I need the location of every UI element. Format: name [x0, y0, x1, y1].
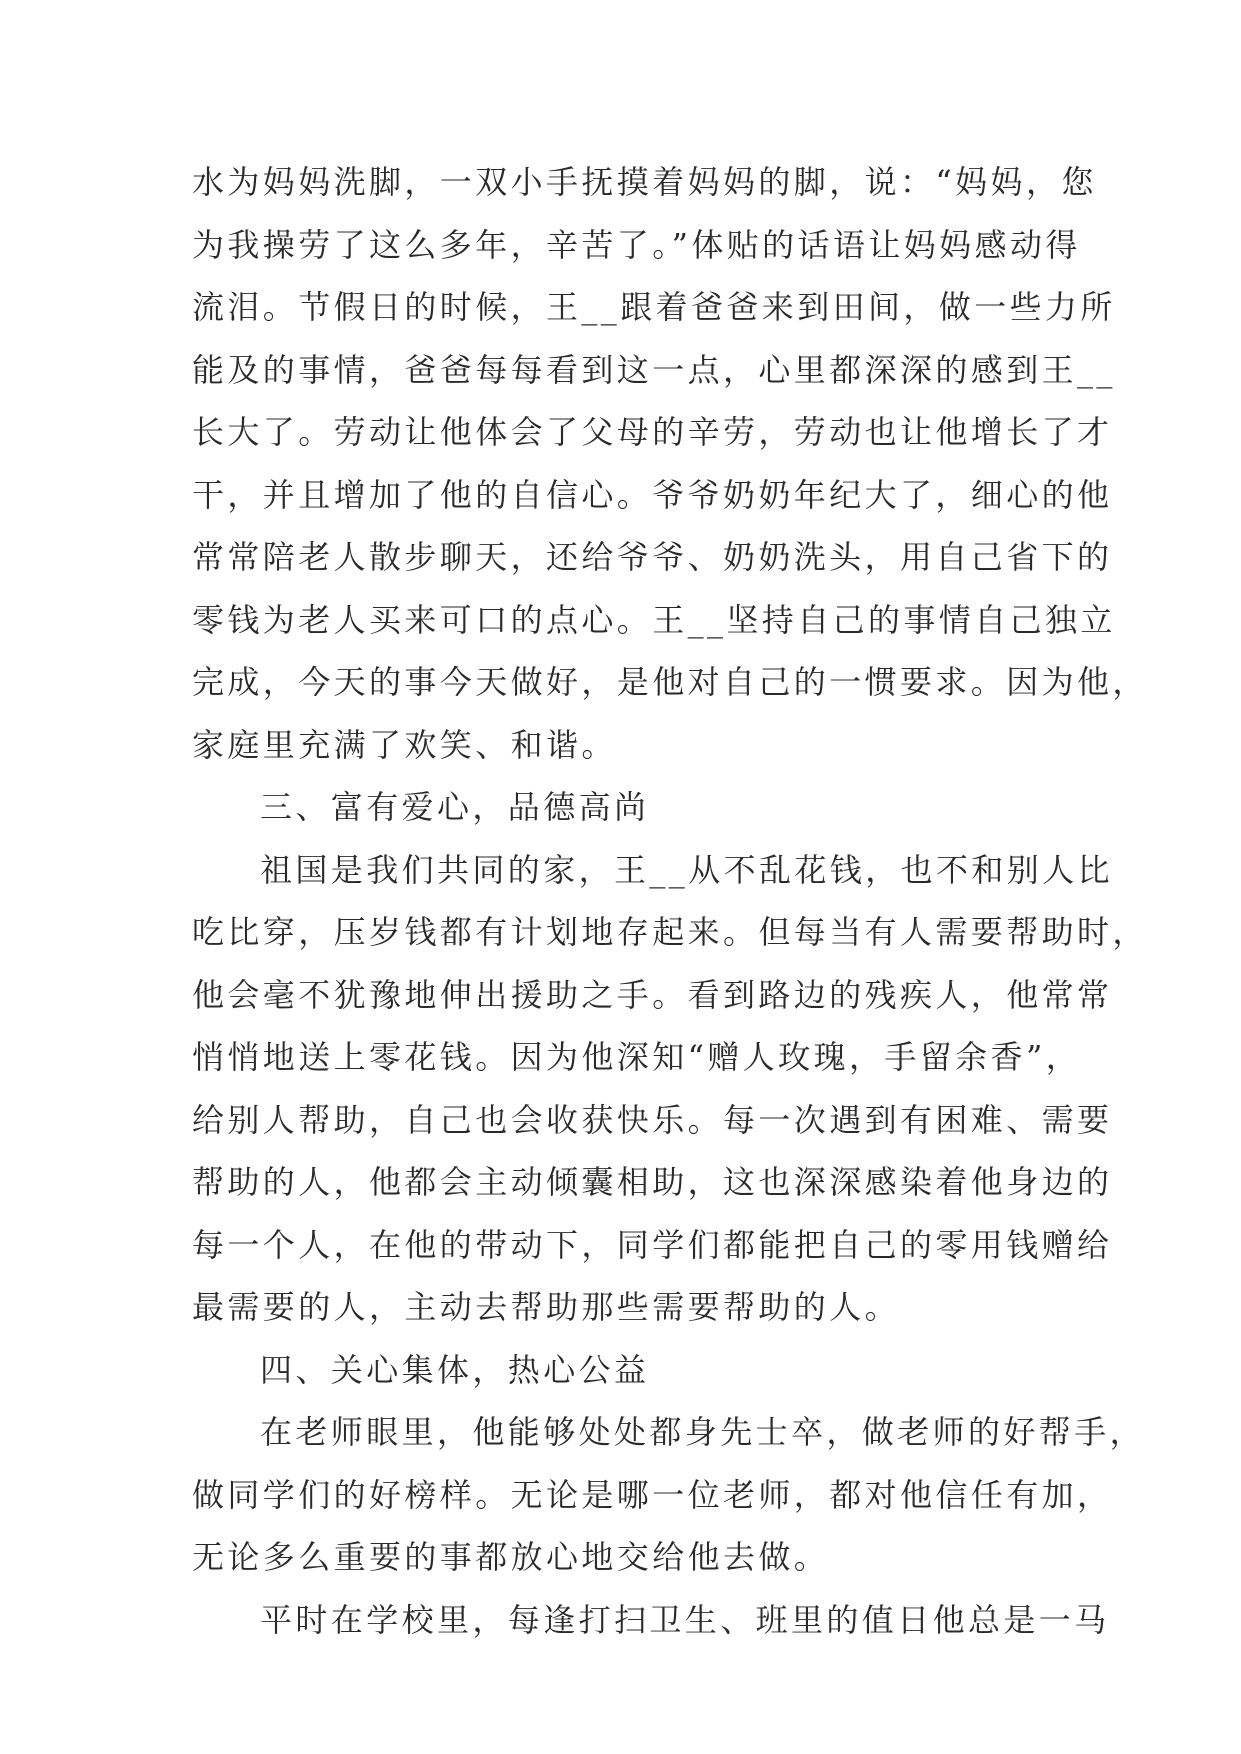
text-line: 最需要的人，主动去帮助那些需要帮助的人。 [192, 1288, 901, 1326]
text-line: 每一个人，在他的带动下，同学们都能把自己的零用钱赠给 [192, 1225, 1113, 1264]
text-line: 长大了。劳动让他体会了父母的辛劳，劳动也让他增长了才 [192, 413, 1113, 451]
text-line: 给别人帮助，自己也会收获快乐。每一次遇到有困难、需要 [192, 1100, 1113, 1139]
text-line: 做同学们的好榜样。无论是哪一位老师，都对他信任有加， [192, 1475, 1113, 1514]
section-heading: 三、富有爱心，品德高尚 [260, 788, 650, 826]
text-line: 在老师眼里，他能够处处都身先士卒，做老师的好帮手， [260, 1413, 1146, 1451]
text-line: 家庭里充满了欢笑、和谐。 [192, 725, 617, 764]
text-line: 为我操劳了这么多年，辛苦了。”体贴的话语让妈妈感动得 [192, 225, 1081, 264]
text-line: 悄悄地送上零花钱。因为他深知“赠人玫瑰，手留余香”， [192, 1038, 1082, 1076]
text-line: 水为妈妈洗脚，一双小手抚摸着妈妈的脚，说：“妈妈，您 [192, 163, 1097, 201]
section-heading: 四、关心集体，热心公益 [260, 1350, 650, 1389]
text-line: 流泪。节假日的时候，王__跟着爸爸来到田间，做一些力所 [192, 288, 1116, 326]
text-line: 祖国是我们共同的家，王__从不乱花钱，也不和别人比 [260, 850, 1114, 889]
text-line: 无论多么重要的事都放心地交给他去做。 [192, 1538, 830, 1576]
document-page [192, 151, 1148, 1651]
text-line: 他会毫不犹豫地伸出援助之手。看到路边的残疾人，他常常 [192, 975, 1113, 1014]
text-line: 零钱为老人买来可口的点心。王__坚持自己的事情自己独立 [192, 600, 1116, 639]
text-line: 干，并且增加了他的自信心。爷爷奶奶年纪大了，细心的他 [192, 475, 1113, 514]
text-line: 吃比穿，压岁钱都有计划地存起来。但每当有人需要帮助时， [192, 913, 1148, 951]
text-line: 完成，今天的事今天做好，是他对自己的一惯要求。因为他， [192, 663, 1148, 701]
text-line: 常常陪老人散步聊天，还给爷爷、奶奶洗头，用自己省下的 [192, 538, 1113, 576]
text-line: 能及的事情，爸爸每每看到这一点，心里都深深的感到王__ [192, 350, 1116, 389]
text-line: 平时在学校里，每逢打扫卫生、班里的值日他总是一马 [260, 1600, 1110, 1639]
text-line: 帮助的人，他都会主动倾囊相助，这也深深感染着他身边的 [192, 1163, 1113, 1201]
